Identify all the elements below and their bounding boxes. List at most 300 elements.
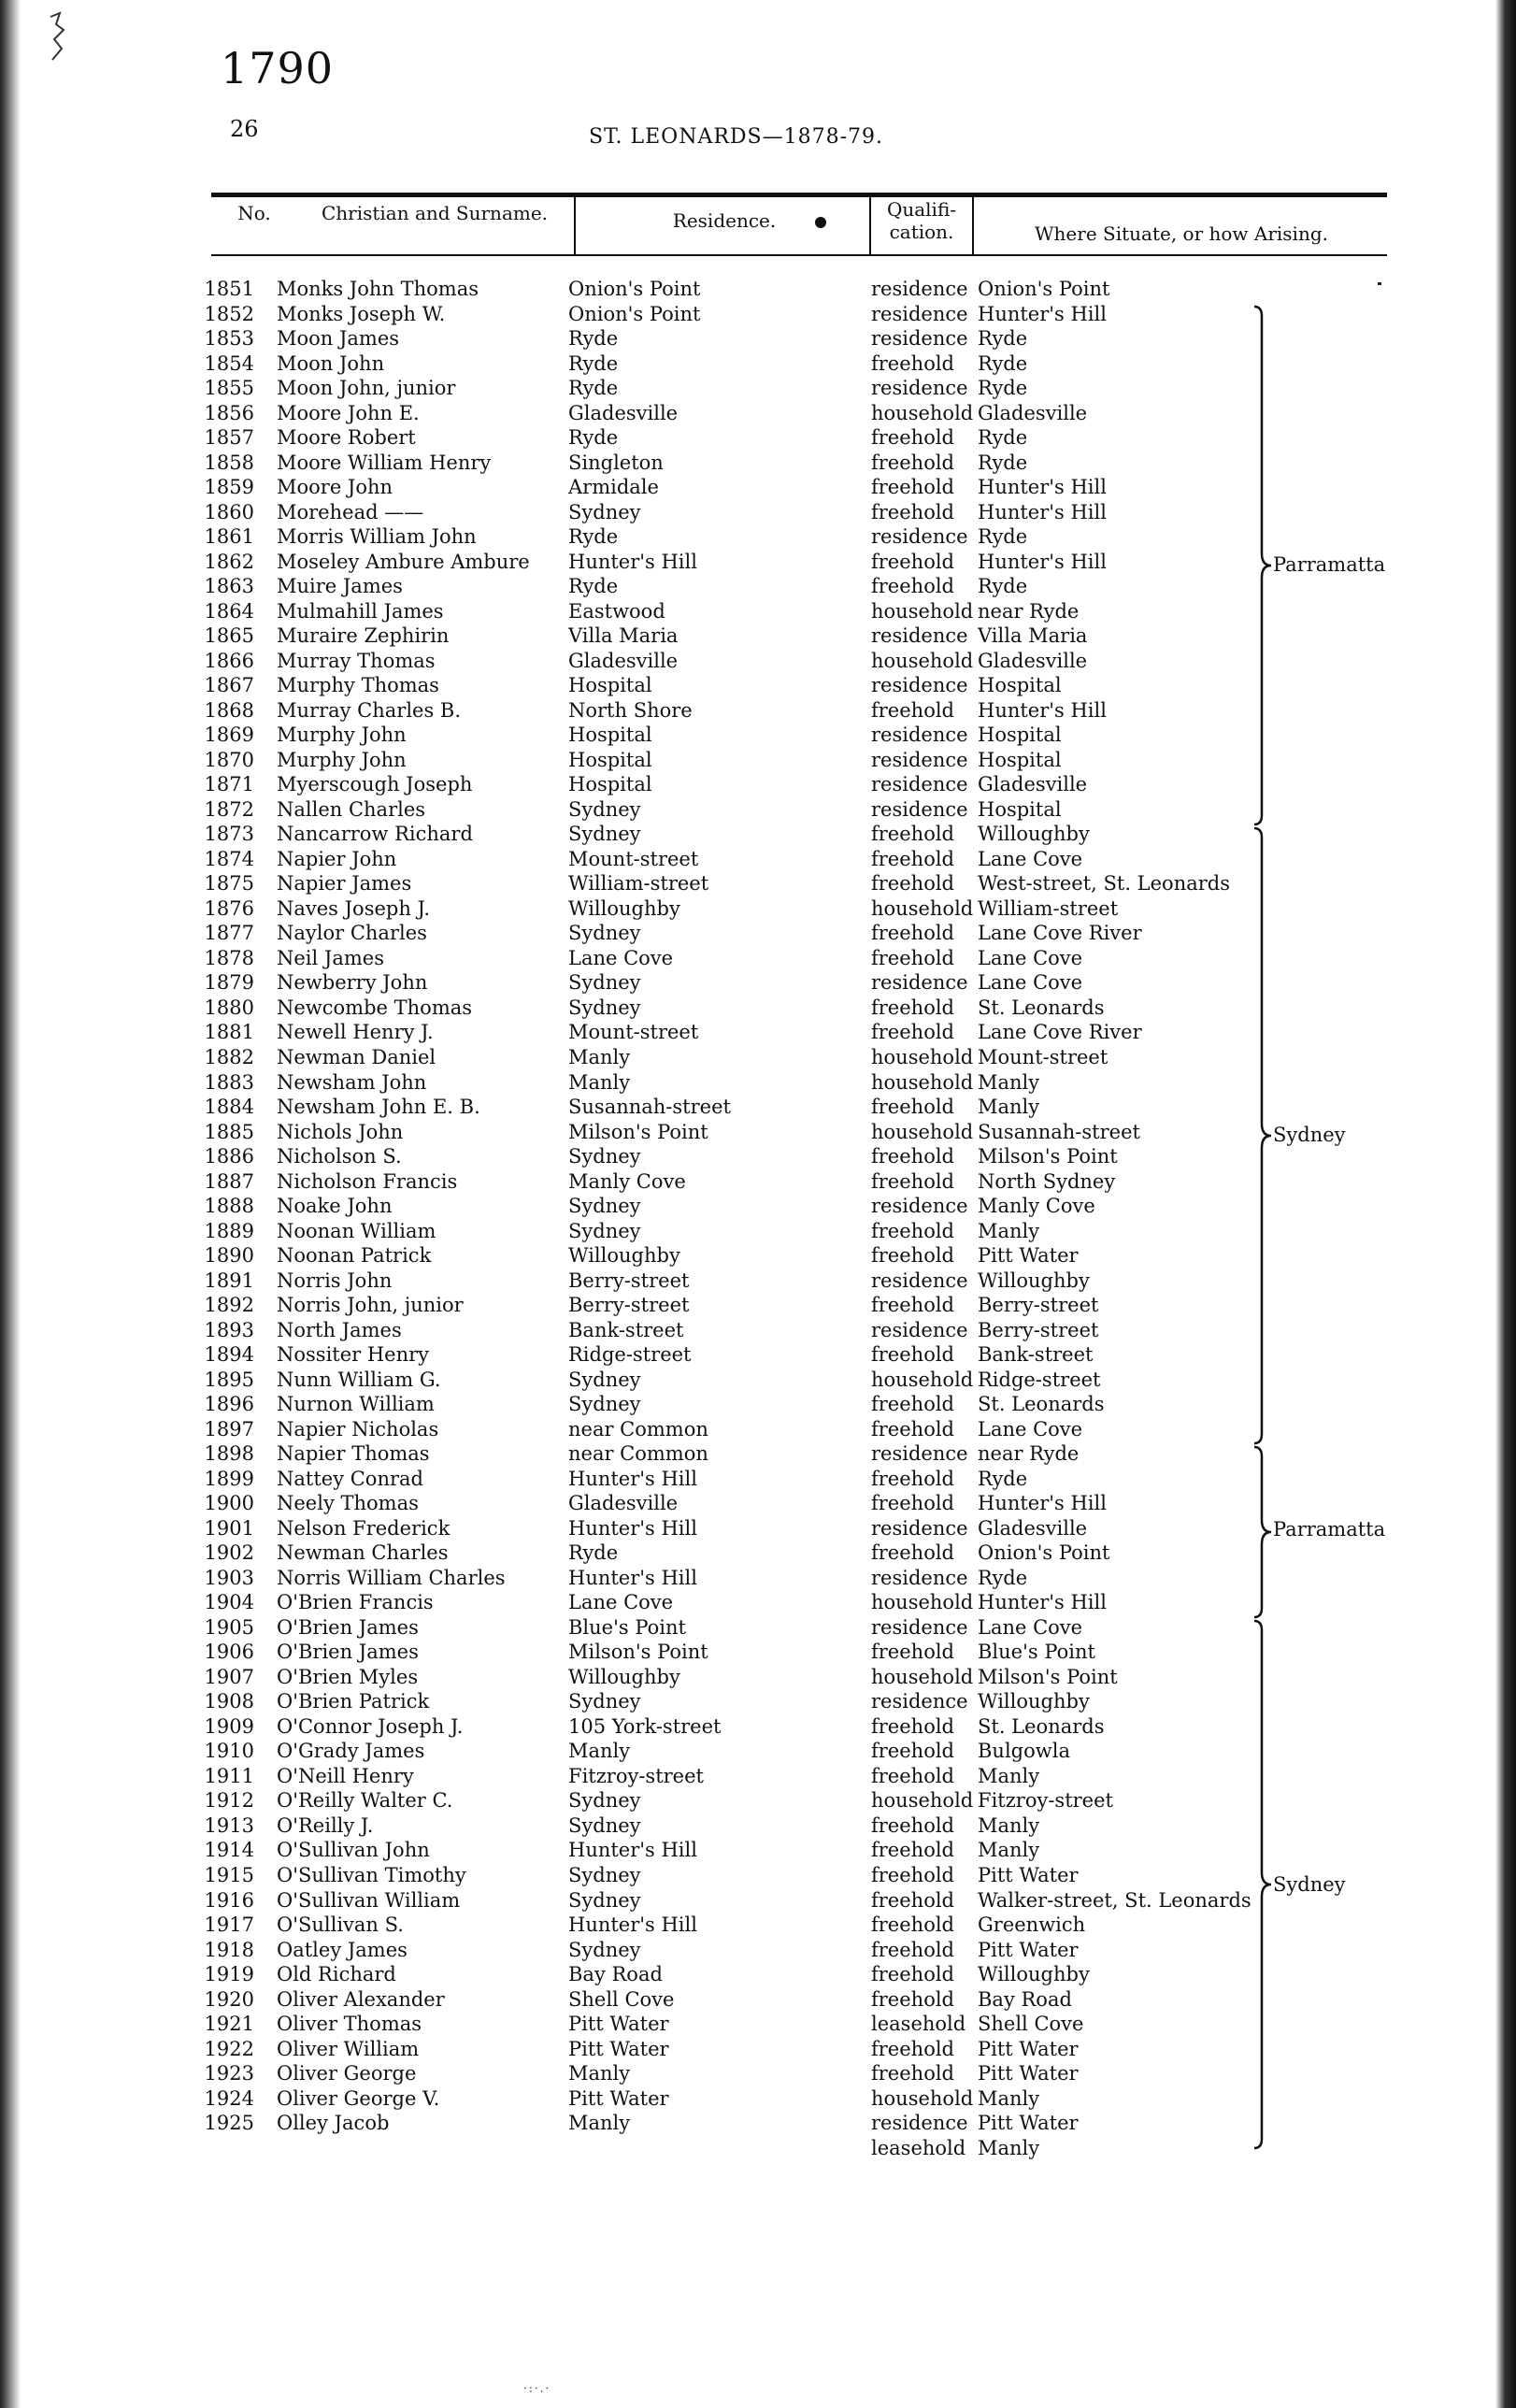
residence: Willoughby: [568, 896, 680, 920]
residence: Sydney: [568, 1219, 641, 1242]
residence: Sydney: [568, 797, 641, 821]
table-row: [0, 748, 1516, 773]
table-row: [0, 772, 1516, 797]
table-row: [0, 1590, 1516, 1615]
residence: Sydney: [568, 1813, 641, 1837]
where-situate: Gladesville: [978, 401, 1088, 424]
where-situate: Bank-street: [978, 1343, 1094, 1367]
table-row: [0, 822, 1516, 847]
qualification: residence: [871, 797, 968, 821]
where-situate: Pitt Water: [978, 2037, 1079, 2060]
elector-name: Napier James: [277, 872, 412, 896]
row-number: 1902: [204, 1541, 254, 1565]
residence: Pitt Water: [568, 2037, 669, 2060]
elector-name: Neil James: [277, 946, 384, 969]
table-row: [0, 451, 1516, 476]
where-situate: Hunter's Hill: [978, 476, 1107, 499]
residence: Onion's Point: [568, 302, 701, 325]
row-number: 1865: [204, 624, 254, 648]
elector-name: O'Neill Henry: [277, 1764, 414, 1787]
where-situate: Berry-street: [978, 1294, 1099, 1317]
row-number: 1925: [204, 2112, 254, 2135]
row-number: 1908: [204, 1690, 254, 1713]
where-situate: near Ryde: [978, 1442, 1080, 1466]
elector-name: Nossiter Henry: [277, 1343, 430, 1367]
elector-name: Nallen Charles: [277, 797, 426, 821]
qualification: freehold: [871, 500, 954, 523]
table-row: [0, 326, 1516, 351]
row-number: 1896: [204, 1393, 254, 1416]
where-situate: Lane Cove River: [978, 922, 1142, 945]
qualification: freehold: [871, 1714, 954, 1738]
where-situate: St. Leonards: [978, 996, 1105, 1019]
row-number: 1863: [204, 575, 254, 598]
row-number: 1910: [204, 1740, 254, 1763]
brace-label-parramatta: Parramatta: [1273, 553, 1386, 576]
row-number: 1905: [204, 1615, 254, 1639]
elector-name: O'Connor Joseph J.: [277, 1714, 464, 1738]
table-row: [0, 1441, 1516, 1467]
qualification: leasehold: [871, 2136, 966, 2159]
row-number: 1892: [204, 1294, 254, 1317]
residence: Sydney: [568, 1393, 641, 1416]
row-number: 1874: [204, 847, 254, 870]
row-number: 1871: [204, 773, 254, 796]
table-row: [0, 1293, 1516, 1318]
qualification: freehold: [871, 946, 954, 969]
residence: 105 York-street: [568, 1714, 722, 1738]
row-number: 1881: [204, 1021, 254, 1044]
residence: Villa Maria: [568, 624, 679, 648]
residence: Manly: [568, 1045, 631, 1068]
elector-name: Moore Robert: [277, 426, 416, 450]
residence: Armidale: [568, 476, 659, 499]
where-situate: Willoughby: [978, 1690, 1090, 1713]
table-row: [0, 1318, 1516, 1343]
where-situate: Berry-street: [978, 1318, 1099, 1341]
residence: Ryde: [568, 351, 619, 375]
row-number: 1864: [204, 599, 254, 623]
table-row: [0, 1938, 1516, 1963]
qualification: freehold: [871, 1417, 954, 1440]
table-row: [0, 1665, 1516, 1690]
qualification: residence: [871, 624, 968, 648]
where-situate: Ryde: [978, 1467, 1028, 1490]
table-row: [0, 1813, 1516, 1839]
qualification: freehold: [871, 2037, 954, 2060]
qualification: residence: [871, 748, 968, 771]
where-situate: Milson's Point: [978, 1665, 1118, 1688]
elector-name: Norris John: [277, 1268, 393, 1292]
table-row: [0, 401, 1516, 426]
where-situate: Manly: [978, 2136, 1040, 2159]
residence: Bank-street: [568, 1318, 684, 1341]
elector-name: Murray Thomas: [277, 649, 436, 672]
residence: Hospital: [568, 674, 652, 697]
elector-name: Naylor Charles: [277, 922, 427, 945]
residence: Sydney: [568, 1789, 641, 1813]
elector-name: Noonan William: [277, 1219, 436, 1242]
residence: Pitt Water: [568, 2086, 669, 2110]
row-number: 1862: [204, 550, 254, 573]
table-row: [0, 996, 1516, 1021]
qualification: household: [871, 1120, 974, 1143]
residence: Bay Road: [568, 1963, 663, 1986]
row-number: 1878: [204, 946, 254, 969]
residence: Ryde: [568, 525, 619, 549]
table-row: [0, 376, 1516, 401]
table-row: [0, 2136, 1516, 2161]
where-situate: Manly: [978, 1764, 1040, 1787]
printer-dot-icon: [813, 215, 828, 230]
residence: Ryde: [568, 575, 619, 598]
row-number: 1899: [204, 1467, 254, 1490]
row-number: 1904: [204, 1591, 254, 1614]
where-situate: Manly: [978, 1813, 1040, 1837]
row-number: 1856: [204, 401, 254, 424]
qualification: freehold: [871, 1492, 954, 1515]
where-situate: Blue's Point: [978, 1641, 1095, 1664]
qualification: freehold: [871, 1987, 954, 2011]
elector-name: Norris William Charles: [277, 1566, 506, 1589]
residence: Ryde: [568, 426, 619, 450]
residence: Sydney: [568, 1368, 641, 1391]
table-row: [0, 1764, 1516, 1789]
elector-name: Myerscough Joseph: [277, 773, 473, 796]
row-number: 1852: [204, 302, 254, 325]
table-row: [0, 921, 1516, 946]
table-row: [0, 500, 1516, 525]
residence: Susannah-street: [568, 1096, 731, 1119]
elector-name: Nunn William G.: [277, 1368, 441, 1391]
residence: Gladesville: [568, 1492, 679, 1515]
qualification: freehold: [871, 1467, 954, 1490]
elector-name: Nicholson Francis: [277, 1169, 458, 1193]
qualification: freehold: [871, 1914, 954, 1937]
table-row: [0, 351, 1516, 377]
qualification: freehold: [871, 1169, 954, 1193]
where-situate: Villa Maria: [978, 624, 1088, 648]
table-row: [0, 624, 1516, 649]
residence: Sydney: [568, 1195, 641, 1218]
residence: Berry-street: [568, 1268, 690, 1292]
qualification: residence: [871, 724, 968, 747]
table-row: [0, 698, 1516, 724]
row-number: 1922: [204, 2037, 254, 2060]
row-number: 1868: [204, 698, 254, 722]
header-top-rule: [211, 193, 1387, 197]
row-number: 1909: [204, 1714, 254, 1738]
residence: Singleton: [568, 451, 664, 474]
row-number: 1853: [204, 327, 254, 351]
elector-name: Neely Thomas: [277, 1492, 419, 1515]
qualification: household: [871, 599, 974, 623]
residence: Hospital: [568, 724, 652, 747]
table-row: [0, 871, 1516, 896]
table-row: [0, 1392, 1516, 1417]
residence: Gladesville: [568, 401, 679, 424]
elector-name: Moore John E.: [277, 401, 420, 424]
table-row: [0, 302, 1516, 327]
residence: Shell Cove: [568, 1987, 675, 2011]
table-row: [0, 1268, 1516, 1294]
table-row: [0, 1714, 1516, 1740]
row-number: 1900: [204, 1492, 254, 1515]
row-number: 1901: [204, 1516, 254, 1540]
where-situate: Pitt Water: [978, 1938, 1079, 1961]
row-number: 1872: [204, 797, 254, 821]
qualification: residence: [871, 278, 968, 300]
where-situate: Gladesville: [978, 1516, 1088, 1540]
residence: Sydney: [568, 1690, 641, 1713]
qualification: household: [871, 896, 974, 920]
where-situate: Mount-street: [978, 1045, 1108, 1068]
elector-name: Murray Charles B.: [277, 698, 462, 722]
residence: Sydney: [568, 823, 641, 846]
qualification: residence: [871, 525, 968, 549]
residence: Sydney: [568, 971, 641, 995]
brace-label-sydney: Sydney: [1273, 1124, 1346, 1146]
row-number: 1911: [204, 1764, 254, 1787]
qualification: freehold: [871, 451, 954, 474]
row-number: 1916: [204, 1888, 254, 1912]
elector-name: O'Brien Francis: [277, 1591, 434, 1614]
where-situate: Pitt Water: [978, 1864, 1079, 1886]
where-situate: Susannah-street: [978, 1120, 1140, 1143]
qualification: freehold: [871, 1145, 954, 1168]
qualification: household: [871, 1665, 974, 1688]
table-row: [0, 1566, 1516, 1591]
qualification: residence: [871, 327, 968, 351]
where-situate: Manly Cove: [978, 1195, 1095, 1218]
table-row: [0, 1788, 1516, 1813]
residence: Manly: [568, 2062, 631, 2086]
elector-name: Moon John, junior: [277, 377, 456, 400]
residence: Ryde: [568, 1541, 619, 1565]
brace-label-parramatta: Parramatta: [1273, 1518, 1386, 1541]
table-row: [0, 599, 1516, 624]
qualification: household: [871, 1591, 974, 1614]
elector-name: Nicholson S.: [277, 1145, 402, 1168]
where-situate: Fitzroy-street: [978, 1789, 1113, 1813]
header-residence: Residence.: [672, 209, 777, 232]
elector-name: Muire James: [277, 575, 403, 598]
row-number: 1882: [204, 1045, 254, 1068]
page-number: 26: [230, 116, 259, 142]
table-row: [0, 574, 1516, 599]
row-number: 1858: [204, 451, 254, 474]
qualification: freehold: [871, 1938, 954, 1961]
residence: Sydney: [568, 996, 641, 1019]
elector-name: Newman Charles: [277, 1541, 449, 1565]
residence: Hunter's Hill: [568, 1516, 697, 1540]
qualification: freehold: [871, 1764, 954, 1787]
table-row: [0, 1070, 1516, 1096]
row-number: 1889: [204, 1219, 254, 1242]
row-number: 1884: [204, 1096, 254, 1119]
qualification: freehold: [871, 1393, 954, 1416]
elector-name: Monks John Thomas: [277, 278, 479, 300]
row-number: 1860: [204, 500, 254, 523]
where-situate: Hunter's Hill: [978, 302, 1107, 325]
row-number: 1876: [204, 896, 254, 920]
where-situate: Bay Road: [978, 1987, 1072, 2011]
qualification: freehold: [871, 1864, 954, 1886]
binding-mark: [49, 11, 69, 67]
residence: Onion's Point: [568, 278, 701, 300]
elector-name: Murphy John: [277, 748, 407, 771]
elector-name: Moon John: [277, 351, 385, 375]
table-row: [0, 946, 1516, 971]
header-where: Where Situate, or how Arising.: [1034, 222, 1328, 245]
elector-name: Napier John: [277, 847, 397, 870]
elector-name: Newberry John: [277, 971, 428, 995]
table-row: [0, 1615, 1516, 1641]
where-situate: Ryde: [978, 327, 1028, 351]
row-number: 1890: [204, 1244, 254, 1268]
row-number: 1883: [204, 1070, 254, 1094]
qualification: residence: [871, 2112, 968, 2135]
elector-name: O'Brien Myles: [277, 1665, 419, 1688]
row-number: 1893: [204, 1318, 254, 1341]
qualification: freehold: [871, 1244, 954, 1268]
where-situate: North Sydney: [978, 1169, 1116, 1193]
where-situate: near Ryde: [978, 599, 1080, 623]
row-number: 1867: [204, 674, 254, 697]
qualification: household: [871, 401, 974, 424]
qualification: residence: [871, 1615, 968, 1639]
table-row: [0, 847, 1516, 872]
elector-name: Newell Henry J.: [277, 1021, 434, 1044]
elector-name: Oliver Thomas: [277, 2013, 422, 2036]
table-row: [0, 1095, 1516, 1120]
where-situate: Pitt Water: [978, 2112, 1079, 2135]
where-situate: Hospital: [978, 748, 1062, 771]
qualification: freehold: [871, 426, 954, 450]
elector-name: Newman Daniel: [277, 1045, 436, 1068]
row-number: 1912: [204, 1789, 254, 1813]
qualification: freehold: [871, 550, 954, 573]
elector-name: O'Brien James: [277, 1641, 419, 1664]
row-number: 1880: [204, 996, 254, 1019]
row-number: 1877: [204, 922, 254, 945]
table-row: [0, 1640, 1516, 1665]
elector-name: Nelson Frederick: [277, 1516, 451, 1540]
row-number: 1895: [204, 1368, 254, 1391]
residence: Lane Cove: [568, 1591, 674, 1614]
qualification: freehold: [871, 1294, 954, 1317]
table-row: [0, 1368, 1516, 1393]
table-row: [0, 649, 1516, 674]
residence: Manly Cove: [568, 1169, 686, 1193]
qualification: residence: [871, 1516, 968, 1540]
row-number: 1859: [204, 476, 254, 499]
residence: Ridge-street: [568, 1343, 692, 1367]
elector-name: Olley Jacob: [277, 2112, 390, 2135]
residence: Hunter's Hill: [568, 1566, 697, 1589]
elector-name: Newcombe Thomas: [277, 996, 473, 1019]
row-number: 1920: [204, 1987, 254, 2011]
residence: Manly: [568, 1070, 631, 1094]
where-situate: Hunter's Hill: [978, 698, 1107, 722]
elector-name: Naves Joseph J.: [277, 896, 431, 920]
residence: Milson's Point: [568, 1641, 708, 1664]
table-row: [0, 1541, 1516, 1566]
elector-name: O'Sullivan S.: [277, 1914, 404, 1937]
where-situate: Ryde: [978, 351, 1028, 375]
qualification: freehold: [871, 1219, 954, 1242]
row-number: 1915: [204, 1864, 254, 1886]
qualification: freehold: [871, 1096, 954, 1119]
table-row: [0, 1739, 1516, 1764]
residence: near Common: [568, 1442, 708, 1466]
elector-name: Murphy Thomas: [277, 674, 439, 697]
elector-name: O'Reilly J.: [277, 1813, 374, 1837]
page-stamp: 1790: [221, 43, 335, 93]
elector-name: Newsham John E. B.: [277, 1096, 480, 1119]
qualification: freehold: [871, 847, 954, 870]
qualification: freehold: [871, 872, 954, 896]
where-situate: Manly: [978, 1219, 1040, 1242]
row-number: 1918: [204, 1938, 254, 1961]
table-row: [0, 1342, 1516, 1368]
qualification: residence: [871, 674, 968, 697]
row-number: 1913: [204, 1813, 254, 1837]
row-number: 1903: [204, 1566, 254, 1589]
where-situate: Bulgowla: [978, 1740, 1070, 1763]
column-divider: [869, 194, 871, 256]
elector-name: Noake John: [277, 1195, 393, 1218]
qualification: household: [871, 649, 974, 672]
residence: Mount-street: [568, 1021, 699, 1044]
where-situate: Greenwich: [978, 1914, 1086, 1937]
row-number: 1879: [204, 971, 254, 995]
column-divider: [574, 194, 576, 256]
table-row: [0, 1987, 1516, 2013]
qualification: household: [871, 1368, 974, 1391]
row-number: 1914: [204, 1839, 254, 1862]
where-situate: St. Leonards: [978, 1714, 1105, 1738]
elector-name: Morris William John: [277, 525, 477, 549]
row-number: 1906: [204, 1641, 254, 1664]
table-row: [0, 673, 1516, 698]
row-number: 1851: [204, 278, 254, 300]
where-situate: Hospital: [978, 674, 1062, 697]
where-situate: Willoughby: [978, 823, 1090, 846]
where-situate: Ryde: [978, 1566, 1028, 1589]
where-situate: Lane Cove: [978, 847, 1083, 870]
qualification: residence: [871, 773, 968, 796]
qualification: freehold: [871, 922, 954, 945]
residence: Lane Cove: [568, 946, 674, 969]
residence: Ryde: [568, 377, 619, 400]
qualification: residence: [871, 971, 968, 995]
row-number: 1924: [204, 2086, 254, 2110]
residence: Pitt Water: [568, 2013, 669, 2036]
where-situate: Lane Cove: [978, 946, 1083, 969]
qualification: household: [871, 2086, 974, 2110]
header-qualification: Qualifi- cation.: [886, 198, 957, 243]
residence: Eastwood: [568, 599, 665, 623]
header-bottom-rule: [211, 254, 1387, 256]
table-row: [0, 425, 1516, 451]
qualification: residence: [871, 302, 968, 325]
elector-name: Norris John, junior: [277, 1294, 464, 1317]
qualification: freehold: [871, 575, 954, 598]
table-row: [0, 1838, 1516, 1863]
qualification: residence: [871, 1566, 968, 1589]
qualification: freehold: [871, 1343, 954, 1367]
